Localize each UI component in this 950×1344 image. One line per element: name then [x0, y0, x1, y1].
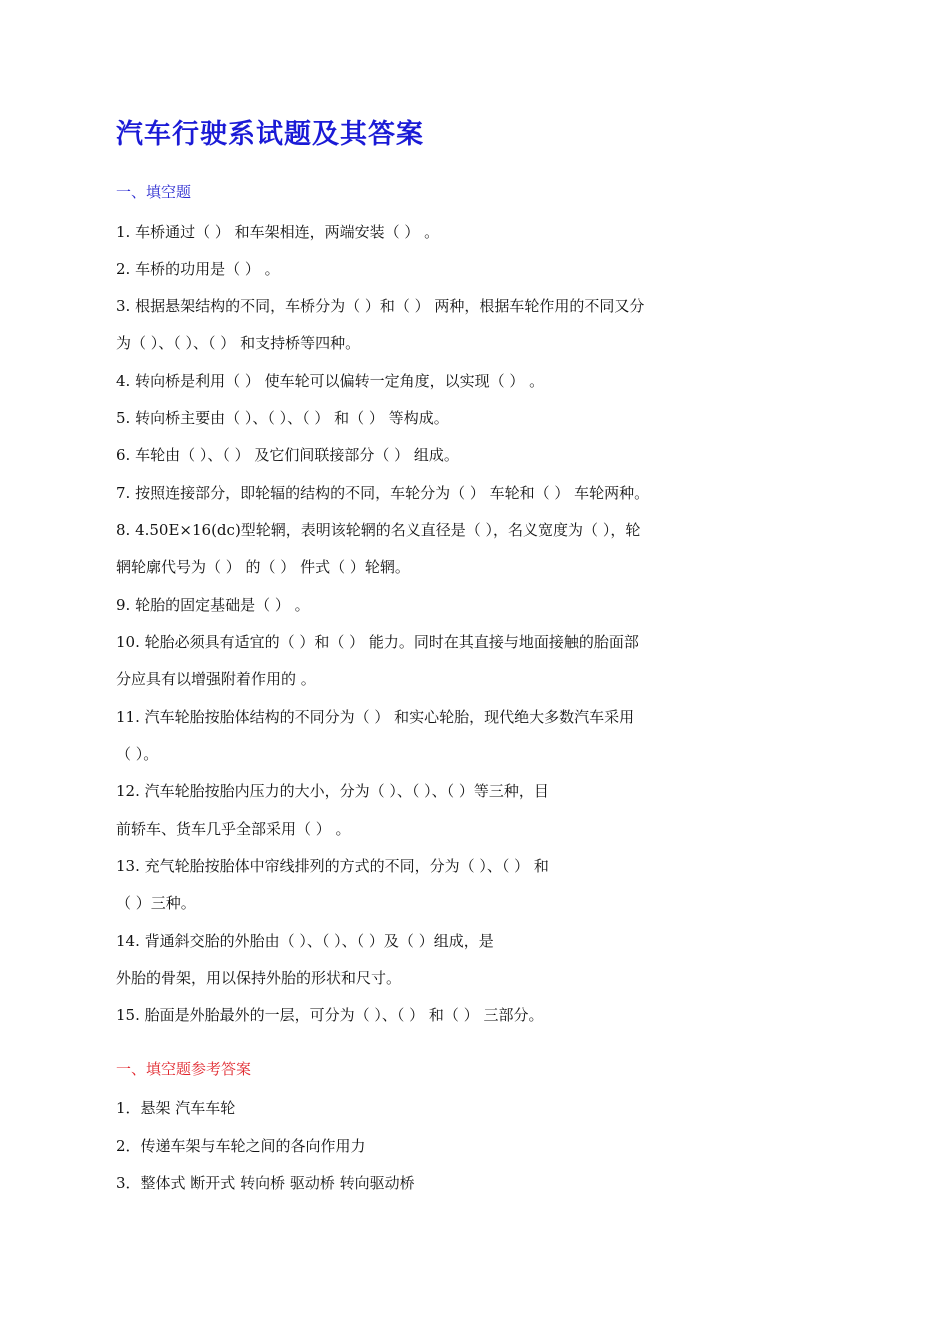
question-line: 7. 按照连接部分，即轮辐的结构的不同，车轮分为（ ） 车轮和（ ） 车轮两种。	[116, 484, 650, 502]
question-line: 3. 根据悬架结构的不同，车桥分为（ ）和（ ） 两种，根据车轮作用的不同又分	[116, 297, 645, 315]
question-line: （ ）三种。	[116, 894, 196, 912]
answer-line: 1．悬架 汽车车轮	[116, 1099, 236, 1117]
question-line: 12. 汽车轮胎按胎内压力的大小，分为（ ）、（ ）、（ ）等三种，目	[116, 782, 549, 800]
question-line: （ ）。	[116, 745, 159, 763]
question-line: 8. 4.50E×16(dc)型轮辋，表明该轮辋的名义直径是（ ），名义宽度为（ ），轮	[116, 521, 641, 539]
question-line: 9. 轮胎的固定基础是（ ） 。	[116, 596, 310, 614]
question-line: 分应具有以增强附着作用的 。	[116, 670, 316, 688]
section-heading-fill-in: 一、填空题	[116, 183, 192, 201]
question-line: 前轿车、货车几乎全部采用（ ） 。	[116, 820, 351, 838]
question-line: 5. 转向桥主要由（ ）、（ ）、（ ） 和（ ） 等构成。	[116, 409, 449, 427]
question-line: 4. 转向桥是利用（ ） 使车轮可以偏转一定角度，以实现（ ） 。	[116, 372, 545, 390]
question-line: 6. 车轮由（ ）、（ ） 及它们间联接部分（ ） 组成。	[116, 446, 459, 464]
section-heading-answers: 一、填空题参考答案	[116, 1060, 252, 1078]
question-line: 为（ ）、（ ）、（ ） 和支持桥等四种。	[116, 334, 361, 352]
question-line: 14. 背通斜交胎的外胎由（ ）、（ ）、（ ）及（ ）组成，是	[116, 932, 494, 950]
question-line: 1. 车桥通过（ ） 和车架相连，两端安装（ ） 。	[116, 223, 440, 241]
question-line: 11. 汽车轮胎按胎体结构的不同分为（ ） 和实心轮胎，现代绝大多数汽车采用	[116, 708, 635, 726]
page-title: 汽车行驶系试题及其答案	[116, 119, 424, 150]
answer-line: 2．传递车架与车轮之间的各向作用力	[116, 1137, 366, 1155]
question-line: 外胎的骨架，用以保持外胎的形状和尺寸。	[116, 969, 402, 987]
question-line: 2. 车桥的功用是（ ） 。	[116, 260, 280, 278]
question-line: 15. 胎面是外胎最外的一层，可分为（ ）、（ ） 和（ ） 三部分。	[116, 1006, 544, 1024]
question-line: 13. 充气轮胎按胎体中帘线排列的方式的不同，分为（ ）、（ ） 和	[116, 857, 549, 875]
answer-line: 3．整体式 断开式 转向桥 驱动桥 转向驱动桥	[116, 1174, 415, 1192]
question-line: 10. 轮胎必须具有适宜的（ ）和（ ） 能力。同时在其直接与地面接触的胎面部	[116, 633, 639, 651]
question-line: 辋轮廓代号为（ ） 的（ ） 件式（ ）轮辋。	[116, 558, 410, 576]
